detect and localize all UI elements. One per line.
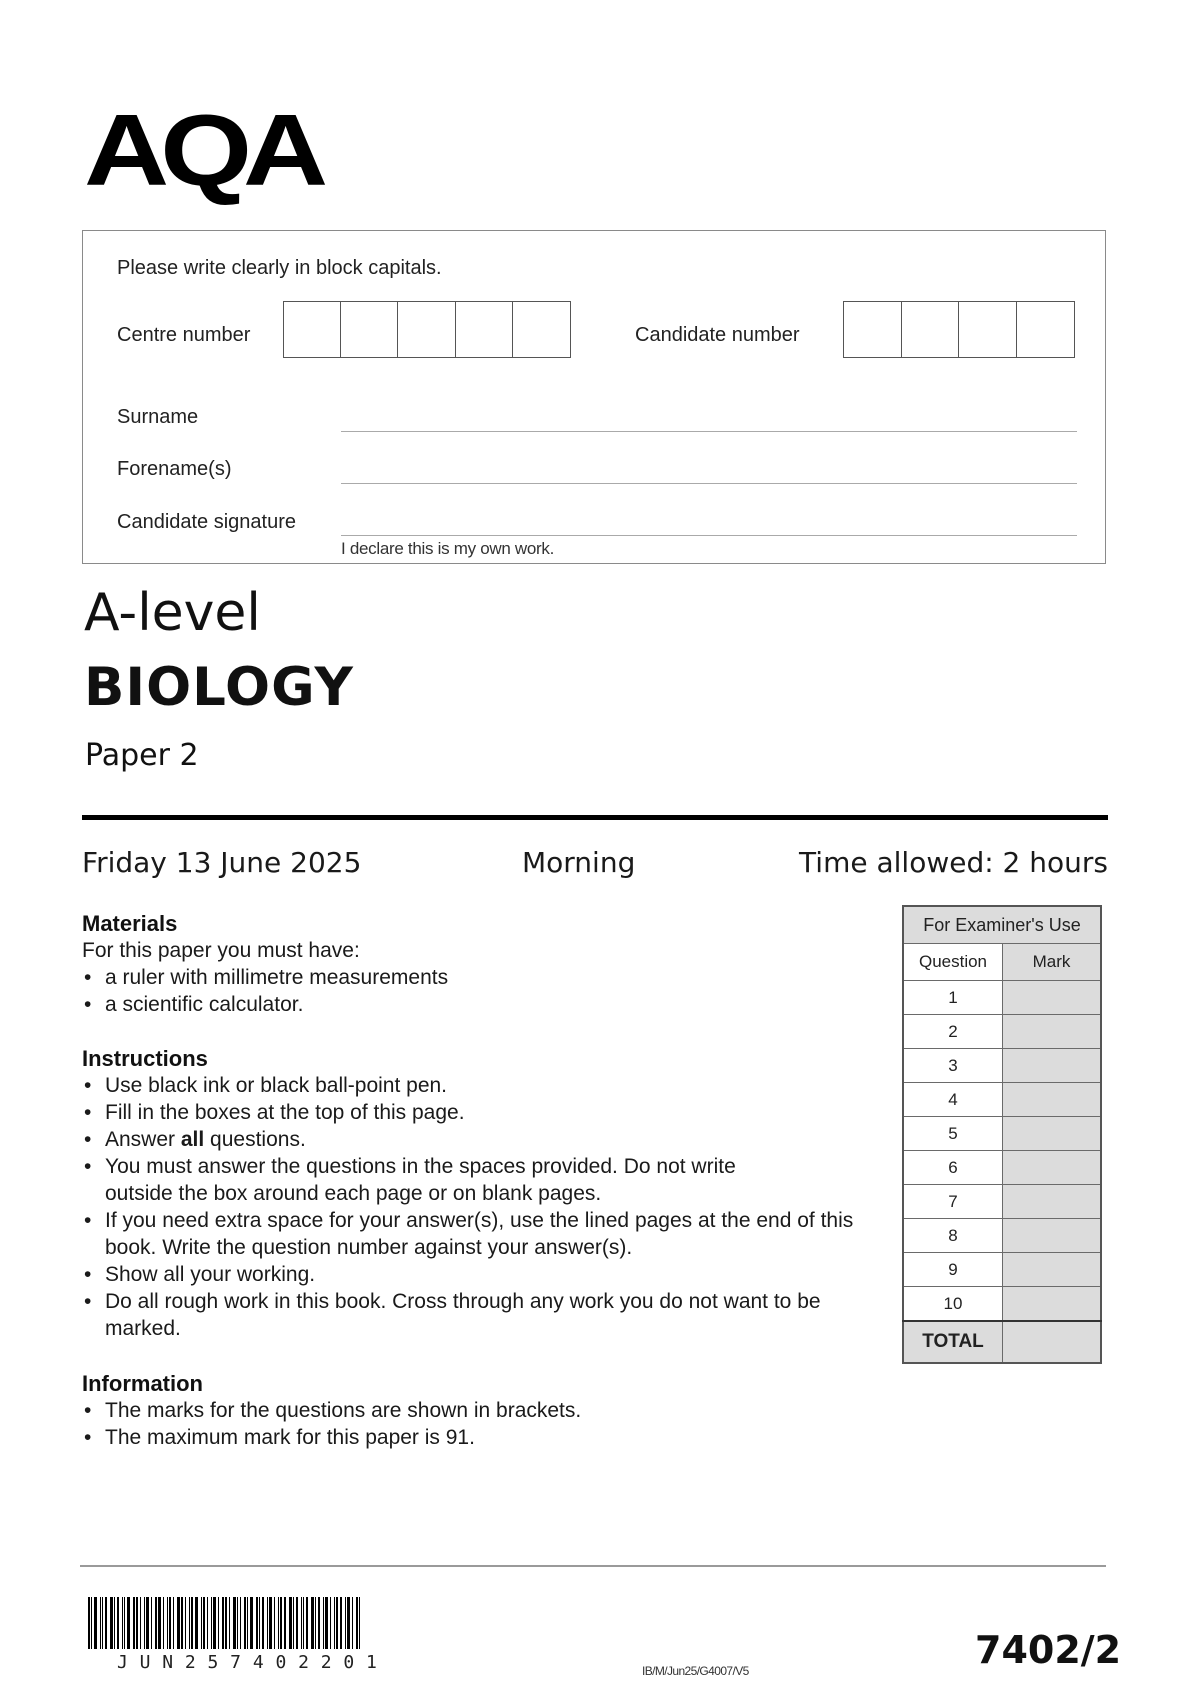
barcode bbox=[88, 1597, 473, 1649]
centre-number-digit-box[interactable] bbox=[513, 302, 570, 357]
mark-cell bbox=[1003, 1083, 1102, 1117]
instruction-emphasis: all bbox=[180, 1128, 205, 1151]
surname-label: Surname bbox=[117, 406, 199, 428]
candidate-number-digit-box[interactable] bbox=[959, 302, 1017, 357]
question-number: 8 bbox=[903, 1219, 1003, 1253]
barcode-bar bbox=[158, 1597, 161, 1649]
barcode-bar bbox=[296, 1597, 298, 1649]
question-number: 9 bbox=[903, 1253, 1003, 1287]
barcode-bar bbox=[240, 1597, 241, 1649]
subject-title: BIOLOGY bbox=[84, 657, 354, 718]
centre-number-digit-box[interactable] bbox=[456, 302, 513, 357]
barcode-bar bbox=[303, 1597, 304, 1649]
candidate-number-digit-box[interactable] bbox=[1017, 302, 1075, 357]
materials-intro: For this paper you must have: bbox=[82, 939, 360, 962]
mark-cell bbox=[1003, 1253, 1102, 1287]
barcode-bar bbox=[269, 1597, 272, 1649]
instruction-item: • Show all your working. bbox=[82, 1261, 872, 1288]
barcode-bar bbox=[336, 1597, 338, 1649]
barcode-bar bbox=[201, 1597, 202, 1649]
exam-date: Friday 13 June 2025 bbox=[82, 846, 362, 879]
question-number: 1 bbox=[903, 981, 1003, 1015]
barcode-bar bbox=[94, 1597, 97, 1649]
candidate-number-digit-box[interactable] bbox=[844, 302, 902, 357]
barcode-bar bbox=[144, 1597, 145, 1649]
barcode-bar bbox=[323, 1597, 324, 1649]
mark-cell bbox=[1003, 1287, 1102, 1322]
barcode-bar bbox=[225, 1597, 227, 1649]
examiner-table-row bbox=[903, 1219, 1101, 1253]
barcode-bar bbox=[151, 1597, 152, 1649]
barcode-bar bbox=[181, 1597, 183, 1649]
instruction-item: • If you need extra space for your answer(s), use the lined pages at the end of this book. Write the question number against your answer(s). bbox=[82, 1207, 890, 1261]
barcode-bar bbox=[195, 1597, 198, 1649]
barcode-bar bbox=[124, 1597, 125, 1649]
total-mark-cell bbox=[1003, 1321, 1102, 1363]
barcode-bar bbox=[306, 1597, 308, 1649]
barcode-bar bbox=[259, 1597, 260, 1649]
question-number: 3 bbox=[903, 1049, 1003, 1083]
examiner-table-row bbox=[903, 1151, 1101, 1185]
information-item: • The maximum mark for this paper is 91. bbox=[82, 1424, 882, 1451]
barcode-bar bbox=[169, 1597, 171, 1649]
barcode-bar bbox=[301, 1597, 302, 1649]
mark-cell bbox=[1003, 1117, 1102, 1151]
barcode-bar bbox=[185, 1597, 186, 1649]
barcode-bar bbox=[315, 1597, 316, 1649]
barcode-bar bbox=[345, 1597, 346, 1649]
information-item: • The marks for the questions are shown in brackets. bbox=[82, 1397, 882, 1424]
candidate-number-input[interactable] bbox=[843, 301, 1075, 358]
barcode-bar bbox=[114, 1597, 115, 1649]
barcode-bar bbox=[110, 1597, 113, 1649]
surname-input[interactable] bbox=[341, 431, 1077, 432]
barcode-bar bbox=[102, 1597, 103, 1649]
barcode-bar bbox=[256, 1597, 258, 1649]
instructions-section bbox=[82, 1045, 872, 1342]
mark-cell bbox=[1003, 1185, 1102, 1219]
barcode-bar bbox=[289, 1597, 292, 1649]
barcode-bar bbox=[100, 1597, 101, 1649]
barcode-bar bbox=[105, 1597, 107, 1649]
barcode-bar bbox=[91, 1597, 92, 1649]
centre-number-digit-box[interactable] bbox=[341, 302, 398, 357]
signature-label: Candidate signature bbox=[117, 511, 297, 533]
mark-column-header: Mark bbox=[1003, 944, 1102, 981]
centre-number-label: Centre number bbox=[117, 324, 251, 346]
barcode-bar bbox=[262, 1597, 264, 1649]
title-divider bbox=[82, 815, 1108, 820]
examiner-table-row bbox=[903, 1049, 1101, 1083]
examiner-table-row bbox=[903, 1015, 1101, 1049]
barcode-bar bbox=[237, 1597, 238, 1649]
forenames-label: Forename(s) bbox=[117, 458, 232, 480]
barcode-bar bbox=[325, 1597, 328, 1649]
candidate-number-digit-box[interactable] bbox=[902, 302, 960, 357]
barcode-bar bbox=[359, 1597, 360, 1649]
examiner-table-row bbox=[903, 1117, 1101, 1151]
barcode-bar bbox=[280, 1597, 282, 1649]
barcode-bar bbox=[293, 1597, 294, 1649]
materials-section bbox=[82, 910, 882, 1018]
examiner-table-row bbox=[903, 1287, 1101, 1322]
examiner-table-row bbox=[903, 981, 1101, 1015]
paper-code: 7402/2 bbox=[975, 1628, 1122, 1672]
examiner-table-row bbox=[903, 1083, 1101, 1117]
barcode-bar bbox=[88, 1597, 90, 1649]
barcode-bar bbox=[167, 1597, 168, 1649]
mark-cell bbox=[1003, 1219, 1102, 1253]
footer-divider bbox=[80, 1565, 1106, 1567]
barcode-bar bbox=[267, 1597, 268, 1649]
barcode-bar bbox=[347, 1597, 350, 1649]
paper-name: Paper 2 bbox=[85, 738, 199, 773]
information-section bbox=[82, 1370, 882, 1451]
barcode-bar bbox=[203, 1597, 205, 1649]
total-label: TOTAL bbox=[903, 1321, 1003, 1363]
mark-cell bbox=[1003, 1151, 1102, 1185]
candidate-number-label: Candidate number bbox=[635, 324, 800, 346]
barcode-bar bbox=[274, 1597, 275, 1649]
barcode-bar bbox=[229, 1597, 230, 1649]
instruction-item: • Use black ink or black ball-point pen. bbox=[82, 1072, 872, 1099]
question-number: 10 bbox=[903, 1287, 1003, 1322]
qualification-level: A-level bbox=[84, 583, 261, 643]
examiners-use-table bbox=[902, 905, 1102, 1364]
aqa-logo: AQA bbox=[84, 93, 320, 208]
instructions-heading: Instructions bbox=[82, 1046, 208, 1071]
instruction-text: Answer bbox=[105, 1128, 181, 1151]
barcode-bar bbox=[136, 1597, 138, 1649]
question-number: 5 bbox=[903, 1117, 1003, 1151]
signature-input[interactable] bbox=[341, 535, 1077, 536]
examiners-use-title: For Examiner's Use bbox=[903, 906, 1101, 944]
barcode-bar bbox=[311, 1597, 314, 1649]
barcode-bar bbox=[211, 1597, 212, 1649]
barcode-bar bbox=[356, 1597, 358, 1649]
barcode-text: JUN257402201 bbox=[117, 1652, 389, 1673]
materials-item: • a scientific calculator. bbox=[82, 991, 882, 1018]
barcode-bar bbox=[284, 1597, 286, 1649]
barcode-bar bbox=[218, 1597, 219, 1649]
barcode-bar bbox=[127, 1597, 130, 1649]
mark-cell bbox=[1003, 1049, 1102, 1083]
barcode-bar bbox=[247, 1597, 248, 1649]
barcode-bar bbox=[213, 1597, 216, 1649]
barcode-bar bbox=[244, 1597, 246, 1649]
examiner-table-row bbox=[903, 1185, 1101, 1219]
question-column-header: Question bbox=[903, 944, 1003, 981]
barcode-bar bbox=[207, 1597, 208, 1649]
question-number: 6 bbox=[903, 1151, 1003, 1185]
barcode-bar bbox=[250, 1597, 253, 1649]
mark-cell bbox=[1003, 981, 1102, 1015]
barcode-bar bbox=[334, 1597, 335, 1649]
materials-heading: Materials bbox=[82, 911, 178, 936]
candidate-details-box bbox=[82, 230, 1106, 564]
barcode-bar bbox=[189, 1597, 190, 1649]
barcode-bar bbox=[163, 1597, 164, 1649]
examiner-table-row bbox=[903, 1253, 1101, 1287]
barcode-bar bbox=[233, 1597, 236, 1649]
mark-cell bbox=[1003, 1015, 1102, 1049]
information-heading: Information bbox=[82, 1371, 203, 1396]
centre-number-digit-box[interactable] bbox=[284, 302, 341, 357]
materials-item: • a ruler with millimetre measurements bbox=[82, 964, 882, 991]
exam-session: Morning bbox=[522, 846, 636, 879]
declaration-text: I declare this is my own work. bbox=[341, 539, 555, 558]
barcode-bar bbox=[191, 1597, 193, 1649]
barcode-bar bbox=[133, 1597, 135, 1649]
instruction-item: • Fill in the boxes at the top of this page. bbox=[82, 1099, 872, 1126]
barcode-bar bbox=[330, 1597, 331, 1649]
barcode-bar bbox=[340, 1597, 342, 1649]
forenames-input[interactable] bbox=[341, 483, 1077, 484]
centre-number-input[interactable] bbox=[283, 301, 571, 358]
barcode-bar bbox=[318, 1597, 320, 1649]
instruction-text: questions. bbox=[204, 1128, 306, 1151]
instruction-item: • Do all rough work in this book. Cross through any work you do not want to be marked. bbox=[82, 1288, 840, 1342]
centre-number-digit-box[interactable] bbox=[398, 302, 455, 357]
block-capitals-instruction: Please write clearly in block capitals. bbox=[117, 257, 442, 279]
question-number: 7 bbox=[903, 1185, 1003, 1219]
barcode-bar bbox=[140, 1597, 141, 1649]
time-allowed: Time allowed: 2 hours bbox=[799, 846, 1108, 879]
question-number: 2 bbox=[903, 1015, 1003, 1049]
instruction-item bbox=[82, 1126, 872, 1153]
barcode-bar bbox=[122, 1597, 123, 1649]
barcode-bar bbox=[155, 1597, 157, 1649]
document-reference: IB/M/Jun25/G4007/V5 bbox=[642, 1664, 749, 1678]
barcode-bar bbox=[117, 1597, 119, 1649]
question-number: 4 bbox=[903, 1083, 1003, 1117]
barcode-bar bbox=[222, 1597, 224, 1649]
barcode-bar bbox=[173, 1597, 174, 1649]
instruction-item: • You must answer the questions in the spaces provided. Do not write outside the box around each page or on blank pages. bbox=[82, 1153, 805, 1207]
barcode-bar bbox=[278, 1597, 279, 1649]
barcode-bar bbox=[177, 1597, 180, 1649]
barcode-bar bbox=[146, 1597, 149, 1649]
barcode-bar bbox=[352, 1597, 353, 1649]
